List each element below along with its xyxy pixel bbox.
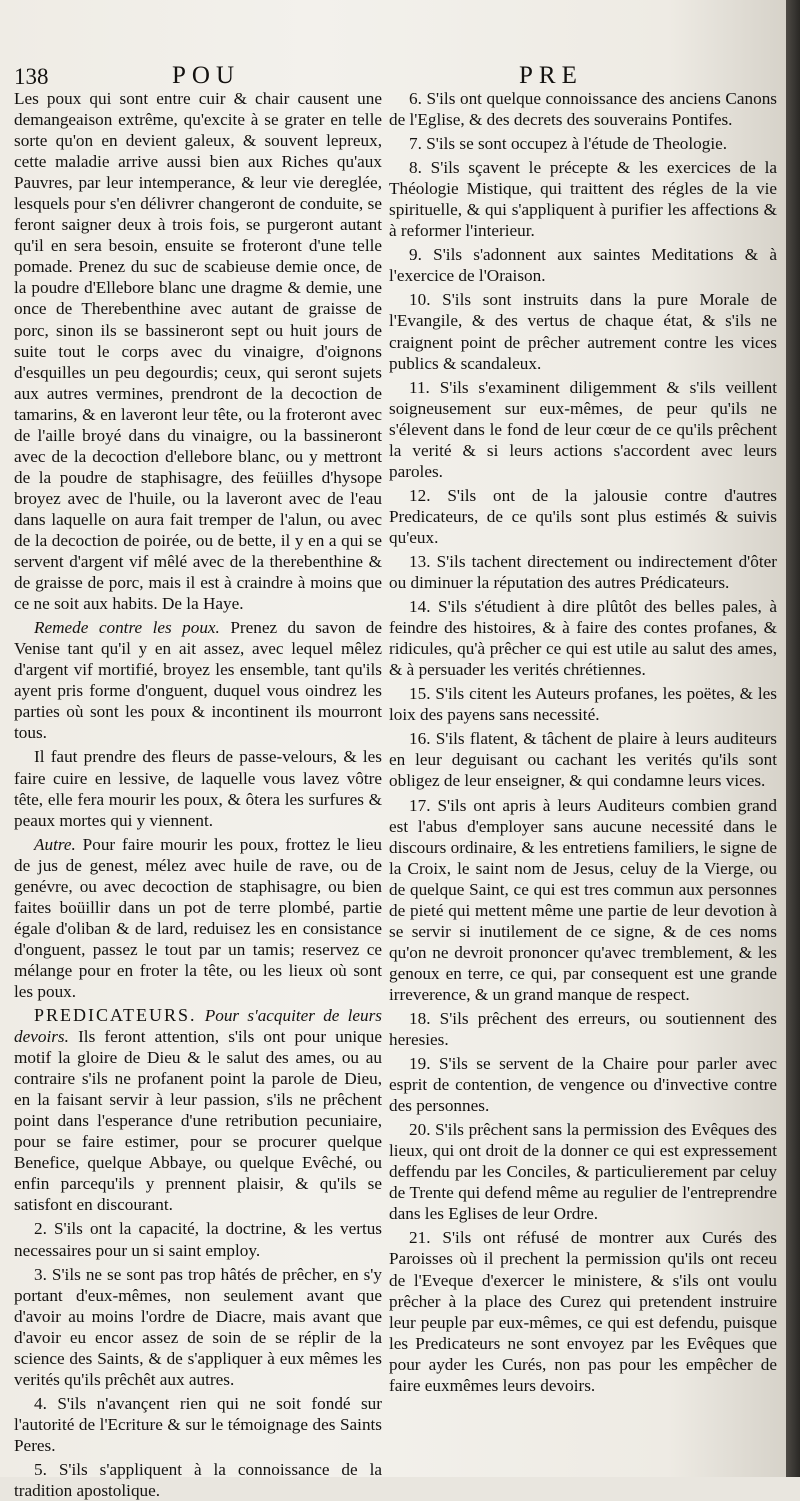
- paragraph: 21. S'ils ont réfusé de montrer aux Curés des Paroisses où il prechent la permission qu'ils ont receu de l'Eveque d'exercer le ministere, & s'ils ont voulu prêcher à la place des Curez qui pretendent instruire leur peuple par eux-mêmes, ce qui est defendu, puisque les Predicateurs ne sont envoyez par les Evêques que pour ayder les Curés, non pas pour les empêcher de faire euxmêmes leurs devoirs.: [389, 1228, 777, 1395]
- entry-title: PREDICATEURS.: [34, 1005, 197, 1026]
- entry-heading: Remede contre les poux.: [34, 618, 220, 638]
- left-column: [14, 88, 382, 1501]
- paragraph: 4. S'ils n'avançent rien qui ne soit fondé sur l'autorité de l'Ecriture & sur le témoignage des Saints Peres.: [14, 1393, 382, 1455]
- paragraph: 18. S'ils prêchent des erreurs, ou soutiennent des heresies.: [389, 1008, 777, 1050]
- paragraph-text: Pour faire mourir les poux, frottez le lieu de jus de genest, mélez avec huile de rave, ou de genévre, ou avec decoction de staphisagre, ou bien faites boüillir dans un pot de terre plombé, partie égale d'oliban & de lard, reduisez les en consistance d'onguent, passez le tout par un tamis; reservez ce mélange pour en froter la tête, ou les lieux où sont les poux.: [14, 834, 382, 1001]
- entry-heading: Pour s'acquiter de leurs devoirs.: [14, 1006, 382, 1047]
- page-header: [14, 60, 784, 90]
- paragraph: [14, 617, 382, 743]
- paragraph: 15. S'ils citent les Auteurs profanes, les poëtes, & les loix des payens sans necessité.: [389, 684, 777, 725]
- paragraph: 14. S'ils s'étudient à dire plûtôt des belles pales, à feindre des histoires, & à faire des contes profanes, & ridicules, qu'à prêcher ce qui est utile au salut des ames, & à persuader les verités chrétiennes.: [389, 597, 777, 680]
- paragraph-text: Prenez du savon de Venise tant qu'il y en ait assez, avec lequel mêlez d'argent vif mortifié, broyez les ensemble, tant qu'ils ayent pris forme d'onguent, duquel vous oindrez les parties où sont les poux & incontinent ils mourront tous.: [14, 618, 382, 743]
- paragraph: 6. S'ils ont quelque connoissance des anciens Canons de l'Eglise, & des decrets des souverains Pontifes.: [389, 89, 777, 130]
- paragraph: 8. S'ils sçavent le précepte & les exercices de la Théologie Mistique, qui traittent des régles de la vie spirituelle, & qui s'appliquent à purifier les affections & à reformer l'interieur.: [389, 158, 777, 241]
- paragraph: [14, 834, 382, 1002]
- paragraph: 9. S'ils s'adonnent aux saintes Meditations & à l'exercice de l'Oraison.: [389, 245, 777, 286]
- paragraph: 10. S'ils sont instruits dans la pure Morale de l'Evangile, & des vertus de chaque état, & s'ils ne craignent point de prêcher autrement contre les vices publics & scandaleux.: [389, 290, 777, 373]
- paragraph: 16. S'ils flatent, & tâchent de plaire à leurs auditeurs en leur deguisant ou cachant les verités qu'ils sont obligez de leur enseigner, & qui condamne leurs vices.: [389, 729, 777, 791]
- paragraph: 2. S'ils ont la capacité, la doctrine, & les vertus necessaires pour un si saint employ.: [14, 1219, 382, 1260]
- paragraph: 20. S'ils prêchent sans la permission des Evêques des lieux, qui ont droit de la donner ce qui est expressement deffendu par les Conciles, & particulierement par celuy de Trente qui defend même au regulier de l'entreprendre dans les Eglises de leur Ordre.: [389, 1120, 777, 1224]
- paragraph: [14, 1005, 382, 1215]
- paragraph: 13. S'ils tachent directement ou indirectement d'ôter ou diminuer la réputation des autres Prédicateurs.: [389, 551, 777, 593]
- paragraph: 17. S'ils ont apris à leurs Auditeurs combien grand est l'abus d'employer sans aucune necessité dans le discours ordinaire, & les entretiens familiers, le signe de la Croix, le saint nom de Jesus, celuy de la Vierge, ou de quelque Saint, ce qui est tres commun aux personnes de pieté qui mettent même une partie de leur devotion à se servir si inutilement de ce signe, & de ces noms qu'on ne devroit prononcer qu'avec tremblement, & les genoux en terre, ce qui, par consequent est une grande irreverence, & un grand manque de respect.: [389, 795, 777, 1004]
- paragraph: 19. S'ils se servent de la Chaire pour parler avec esprit de contention, de vengence ou d'invective contre des personnes.: [389, 1054, 777, 1116]
- left-running-head: POU: [172, 62, 241, 89]
- paragraph: Il faut prendre des fleurs de passe-velours, & les faire cuire en lessive, de laquelle vous lavez vôtre tête, elle fera mourir les poux, & ôtera les surfures & peaux mortes qui y viennent.: [14, 747, 382, 830]
- paragraph: 7. S'ils se sont occupez à l'étude de Theologie.: [409, 134, 728, 154]
- paragraph: 3. S'ils ne se sont pas trop hâtés de prêcher, en s'y portant d'eux-mêmes, non seulement avant que d'avoir au moins l'ordre de Diacre, mais avant que d'avoir eu encor assez de soin de se réplir de la science des Saints, & de s'appliquer à eux mêmes les verités qu'ils prêchêt aux autres.: [14, 1264, 382, 1389]
- right-running-head: PRE: [519, 62, 583, 89]
- paragraph: 12. S'ils ont de la jalousie contre d'autres Predicateurs, de ce qu'ils sont plus estimés & suivis qu'eux.: [389, 485, 777, 547]
- book-spine-shadow: [786, 0, 800, 1477]
- entry-heading: Autre.: [34, 834, 76, 854]
- paragraph: 5. S'ils s'appliquent à la connoissance de la tradition apostolique.: [14, 1460, 382, 1501]
- right-column: [389, 88, 777, 1396]
- page-number: 138: [14, 64, 49, 89]
- paragraph-text: Ils feront attention, s'ils ont pour unique motif la gloire de Dieu & le salut des ames, ou au contraire s'ils ne profanent point la parole de Dieu, en la faisant servir à leur passion, s'ils ne prêchent point dans l'esperance d'une retribution pecuniaire, pour se faire estimer, pour se procurer quelque Benefice, quelque Abbaye, ou quelque Evêché, ou enfin parcequ'ils y prennent plaisir, & qu'ils se satisfont en discourant.: [14, 1027, 383, 1215]
- paragraph: Les poux qui sont entre cuir & chair causent une demangeaison extrême, qu'excite à se grater en telle sorte qu'on en devient galeux, & souvent lepreux, cette maladie arrive aussi bien aux Riches qu'aux Pauvres, par leur intemperance, & leur vie dereglée, lesquels pour s'en délivrer changeront de conduite, se feront saigner deux à trois fois, se purgeront autant qu'il en sera besoin, ensuite se froteront d'une telle pomade. Prenez du suc de scabieuse demie once, de la poudre d'Ellebore blanc une dragme & demie, une once de Therebenthine avec autant de graisse de porc, sinon ils se bassineront sept ou huit jours de suite tout le corps avec du vinaigre, d'oignons d'esquilles un peu degourdis; ceux, qui seront sujets aux autres vermines, prendront de la decoction de tamarins, & en laveront leur tête, ou la froteront avec de l'aille broyé dans du vinaigre, ou la bassineront avec de la decoction d'ellebore blanc, ou y mettront de la poudre de staphisagre, des feüilles d'hysope broyez avec de l'huile, ou la laveront avec de l'eau dans laquelle on aura fait tremper de l'alun, ou avec de la decoction de poirée, ou de bette, il y en a qui se servent d'argent vif mêlé avec de la therebenthine & de graisse de porc, mais il est à craindre à moins que ce ne soit aux habits. De la Haye.: [14, 89, 382, 614]
- paragraph: 11. S'ils s'examinent diligemment & s'ils veillent soigneusement sur eux-mêmes, de peur qu'ils ne s'élevent dans le fond de leur cœur de ce qu'ils prêchent la verité & si leurs actions s'accordent avec leurs paroles.: [389, 377, 777, 481]
